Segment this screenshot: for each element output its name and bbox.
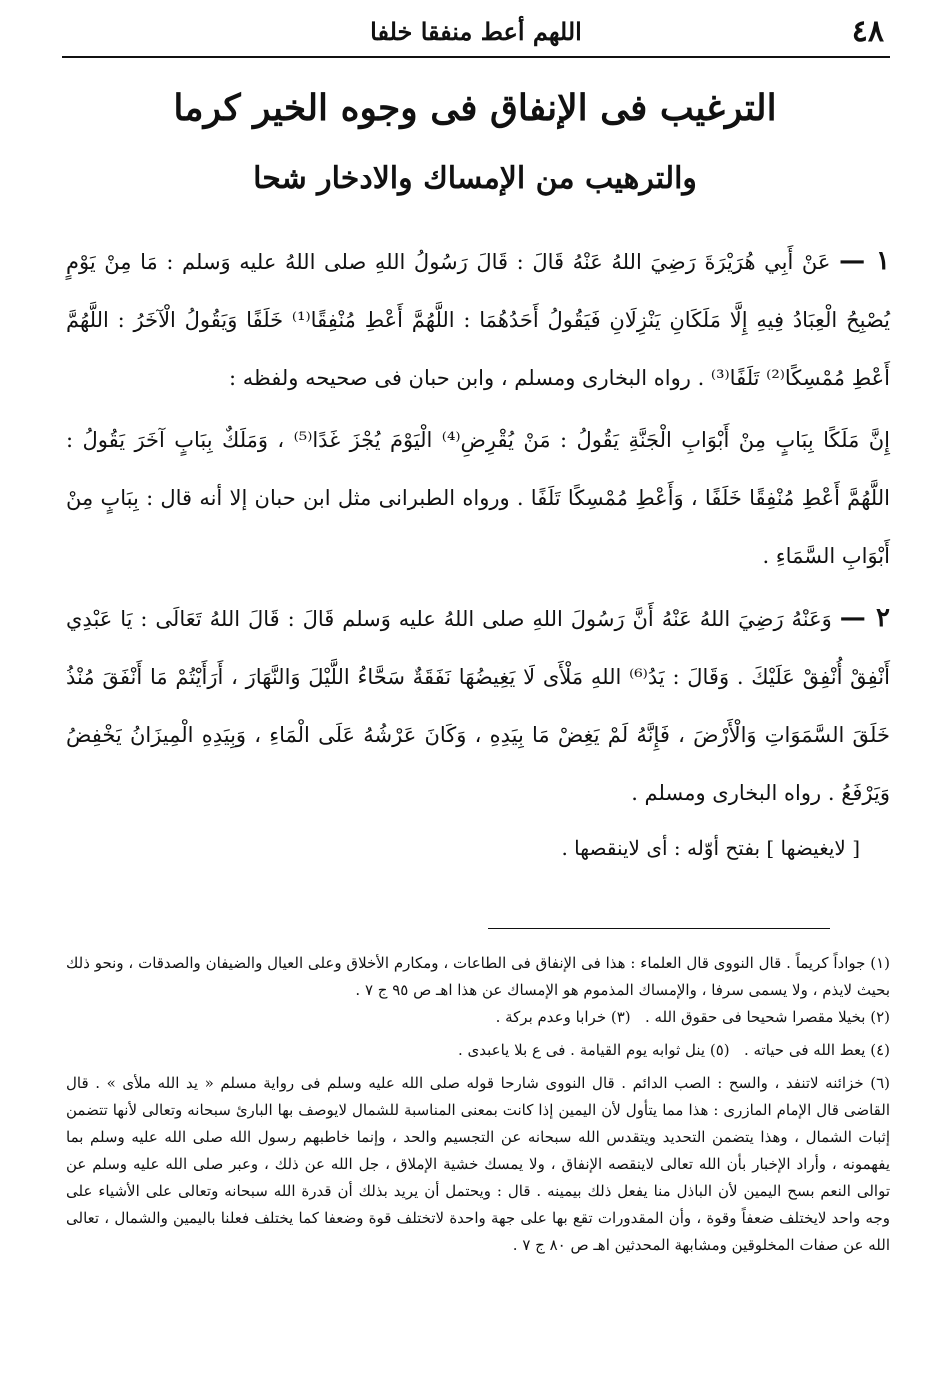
running-title: اللهم أعط منفقا خلفا [370,17,582,46]
hadith-1 [66,232,890,407]
hadith-2 [66,589,890,822]
footnote-4-5 [66,1037,890,1064]
page-header [62,8,890,58]
footnote-4: (٤) يعط الله فى حياته . [743,1041,890,1059]
footnote-6: (٦) خزائنه لاتنفد ، والسح : الصب الدائم . قال النووى شارحا قوله صلى الله عليه وسلم فى رواية مسلم « يد الله ملأى » . قال القاضى قال الإمام المازرى : هذا مما يتأول لأن اليمين إذا كانت بمعنى المناسبة للشمال لايوصف بها البارئ سبحانه وتعالى لأنها تتضمن إثبات الشمال ، وهذا يتضمن التحديد ويتقدس الله سبحانه عن التجسيم والحد ، وإنما خاطبهم رسول الله صلى الله عليه وسلم بما يفهمونه ، وأراد الإخبار بأن الله تعالى لاينقصه الإنفاق ، ولا يمسك خشية الإملاق ، جل الله عن ذلك ، وعبر صلى الله عليه وسلم عن توالى النعم بسح اليمين لأن الباذل منا يفعل ذلك بيمينه . قال : ويحتمل أن يريد بذلك أن قدرة الله سبحانه وتعالى على الأشياء على وجه واحد لايختلف ضعفاً وقوة ، وأن المقدورات تقع بها على جهة واحدة لاتختلف قوة وضعفا كما يختلف فعلنا باليمين والشمال ، تعالى الله عن صفات المخلوقين ومشابهة المحدثين اهـ ص ٨٠ ج ٧ . [66,1074,890,1254]
chapter-title: الترغيب فى الإنفاق فى وجوه الخير كرما [173,87,777,129]
word-gloss: [ لايغيضها ] بفتح أوّله : أى لاينقصها . [561,836,860,860]
hadith-2-number: ٢ — [839,603,890,633]
footnotes [66,950,890,1259]
page-number: ٤٨ [851,14,884,49]
hadith-1-text: عَنْ أَبِي هُرَيْرَةَ رَضِيَ اللهُ عَنْهُ قَالَ : قَالَ رَسُولُ اللهِ صلى اللهُ عليه وَسلم : مَا مِنْ يَوْمٍ يُصْبِحُ الْعِبَادُ فِيهِ إِلَّا مَلَكَانِ يَنْزِلَانِ فَيَقُولُ أَحَدُهُمَا : اللَّهُمَّ أَعْطِ مُنْفِقًا⁽¹⁾ خَلَفًا وَيَقُولُ الْآخَرُ : اللَّهُمَّ أَعْطِ مُمْسِكًا⁽²⁾ تَلَفًا⁽³⁾ . رواه البخارى ومسلم ، وابن حبان فى صحيحه ولفظه : [66,250,891,390]
main-text [66,232,890,868]
footnote-2: (٢) بخيلا مقصرا شحيحا فى حقوق الله . [644,1008,890,1026]
footnote-5: (٥) ينل ثوابه يوم القيامة . فى ع بلا ياعبدى . [457,1041,730,1059]
hadith-1-number: ١ — [839,246,891,276]
footnote-divider [488,928,830,929]
footnote-2-3 [66,1004,890,1031]
hadith-1-variant: إِنَّ مَلَكًا بِبَابٍ مِنْ أَبْوَابِ الْجَنَّةِ يَقُولُ : مَنْ يُقْرِضِ⁽⁴⁾ الْيَوْمَ يُجْزَ غَدًا⁽⁵⁾ ، وَمَلَكٌ بِبَابٍ آخَرَ يَقُولُ : اللَّهُمَّ أَعْطِ مُنْفِقًا خَلَفًا ، وَأَعْطِ مُمْسِكًا تَلَفًا . ورواه الطبرانى مثل ابن حبان إلا أنه قال : بِبَابٍ مِنْ أَبْوَابِ السَّمَاءِ . [66,428,890,568]
footnote-3: (٣) خرابا وعدم بركة . [495,1008,631,1026]
footnote-1: (١) جواداً كريماً . قال النووى قال العلماء : هذا فى الإنفاق فى الطاعات ، ومكارم الأخلاق وعلى العيال والضيفان والصدقات ، ونحو ذلك بحيث لايذم ، ولا يسمى سرفا ، والإمساك المذموم هو الإمساك عن هذا اهـ ص ٩٥ ج ٧ . [66,954,890,999]
chapter-subtitle: والترهيب من الإمساك والادخار شحا [253,161,697,196]
hadith-2-text: وَعَنْهُ رَضِيَ اللهُ عَنْهُ أَنَّ رَسُولَ اللهِ صلى اللهُ عليه وَسلم قَالَ : قَالَ اللهُ تَعَالَى : يَا عَبْدِي أَنْفِقْ أُنْفِقْ عَلَيْكَ . وَقَالَ : يَدُ⁽⁶⁾ اللهِ مَلْأَى لَا يَغِيضُهَا نَفَقَةٌ سَحَّاءُ اللَّيْلَ وَالنَّهَارَ ، أَرَأَيْتُمْ مَا أَنْفَقَ مُنْذُ خَلَقَ السَّمَوَاتِ وَالْأَرْضَ ، فَإِنَّهُ لَمْ يَغِضْ مَا بِيَدِهِ ، وَكَانَ عَرْشُهُ عَلَى الْمَاءِ ، وَبِيَدِهِ الْمِيزَانُ يَخْفِضُ وَيَرْفَعُ . رواه البخارى ومسلم . [66,607,890,805]
